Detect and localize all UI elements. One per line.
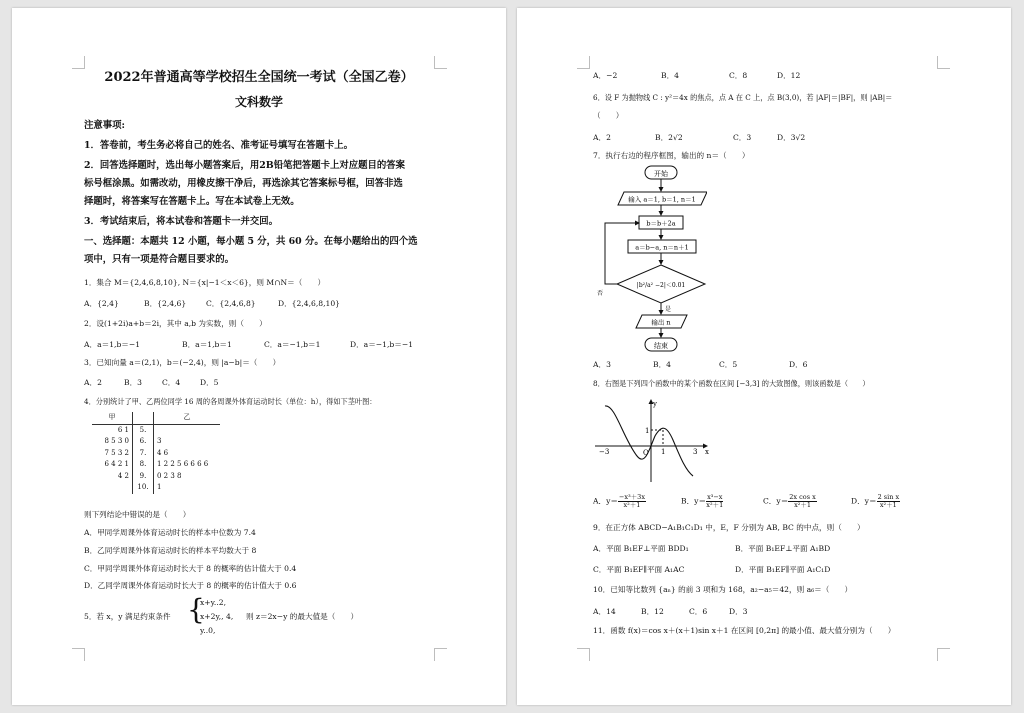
notice-heading: 注意事项: <box>84 120 125 131</box>
graph-y-label: y <box>653 400 657 408</box>
q8-option-label: D．y＝ <box>851 496 877 506</box>
exam-subtitle: 文科数学 <box>234 95 283 109</box>
table-cell: 6 4 2 1 <box>104 460 129 469</box>
q8-option-label: A．y＝ <box>593 496 618 506</box>
question-7-stem: 7．执行右边的程序框图，输出的 n＝（ ） <box>593 151 750 160</box>
program-flowchart <box>597 163 707 353</box>
question-8-stem: 8．右图是下列四个函数中的某个函数在区间 [−3,3] 的大致图像，则该函数是（ ） <box>593 379 870 388</box>
graph-origin-label: O <box>643 449 649 457</box>
q4-option-c: C．甲同学周课外体育运动时长大于 8 的概率的估计值大于 0.4 <box>84 564 297 573</box>
q10-option-c: C．6 <box>689 607 708 616</box>
q8-option-label: C．y＝ <box>763 496 789 506</box>
graph-x-label: x <box>705 448 709 456</box>
table-cell: 1 2 2 5 6 6 6 6 <box>157 460 209 469</box>
table-cell: 7 5 3 2 <box>104 448 129 457</box>
crop-mark <box>577 648 590 661</box>
graph-neg3-label: −3 <box>599 448 610 456</box>
table-cell: 4 6 <box>157 448 169 457</box>
q8-option-label: B．y＝ <box>681 496 707 506</box>
flow-input-label: 输入 a＝1, b＝1, n＝1 <box>628 195 696 204</box>
q7-option-d: D．6 <box>789 360 808 369</box>
q10-option-b: B．12 <box>641 607 664 616</box>
question-10-stem: 10．已知等比数列 {aₙ} 的前 3 项和为 168，a₂−a₅＝42，则 a₆＝（ ） <box>593 585 853 594</box>
numerator: 2x cos x <box>789 493 816 501</box>
table-row <box>92 459 220 471</box>
table-row <box>92 471 220 483</box>
fraction <box>877 494 901 509</box>
fraction <box>618 494 646 509</box>
flow-end-label: 结束 <box>654 342 668 350</box>
q5-option-b: B．4 <box>661 71 680 80</box>
flow-yes-label: 是 <box>665 306 672 313</box>
flow-step2-label: a＝b−a, n＝n＋1 <box>635 243 689 252</box>
exam-title: 2022年普通高等学校招生全国统一考试（全国乙卷） <box>104 70 414 85</box>
notice-line: 3．考试结束后，将本试卷和答题卡一并交回。 <box>84 216 279 227</box>
q9-option-c: C．平面 B₁EF∥平面 A₁AC <box>593 565 685 574</box>
q1-option-a: A．{2,4} <box>84 299 119 308</box>
q3-option-b: B．3 <box>124 378 143 387</box>
flow-no-label: 否 <box>597 290 604 297</box>
table-cell <box>92 482 133 494</box>
function-graph <box>593 396 715 486</box>
q8-option-d <box>851 494 900 509</box>
q8-option-c <box>763 494 817 509</box>
question-6-stem: 6．设 F 为抛物线 C : y²＝4x 的焦点，点 A 在 C 上，点 B(3,0)，若 |AF|＝|BF|，则 |AB|＝ <box>593 93 893 102</box>
table-row <box>92 482 220 494</box>
numerator: x³−x <box>707 493 723 501</box>
q1-option-c: C．{2,4,6,8} <box>206 299 256 308</box>
table-cell: 5. <box>133 424 154 436</box>
question-6-stem: （ ） <box>593 111 624 120</box>
q5-condition: x+2y,, 4, <box>200 612 234 621</box>
question-3-stem: 3．已知向量 a＝(2,1)，b＝(−2,4)，则 |a−b|＝（ ） <box>84 358 281 367</box>
section-heading: 项中，只有一项是符合题目要求的。 <box>84 254 235 265</box>
q5-option-d: D．12 <box>777 71 801 80</box>
section-heading: 一、选择题：本题共 12 小题，每小题 5 分，共 60 分。在每小题给出的四个选 <box>84 236 418 247</box>
crop-mark <box>577 56 590 69</box>
q2-option-b: B．a＝1,b＝1 <box>182 340 232 349</box>
q3-option-a: A．2 <box>84 378 102 387</box>
table-cell: 6 1 <box>117 425 129 434</box>
table-row <box>92 448 220 460</box>
question-5-suffix: 则 z＝2x−y 的最大值是（ ） <box>246 612 359 621</box>
q5-condition: y..0, <box>200 626 216 635</box>
q2-option-a: A．a＝1,b＝−1 <box>84 340 141 349</box>
q4-option-d: D．乙同学周课外体育运动时长大于 8 的概率的估计值大于 0.6 <box>84 581 297 590</box>
table-header: 甲 <box>92 412 133 424</box>
question-2-stem: 2．设(1+2i)a+b＝2i，其中 a,b 为实数，则（ ） <box>84 319 267 328</box>
flow-start-label: 开始 <box>654 170 668 178</box>
notice-line: 标号框涂黑。如需改动，用橡皮擦干净后，再选涂其它答案标号框，回答非选 <box>84 178 403 189</box>
flow-output-label: 输出 n <box>651 318 671 327</box>
notice-line: 2．回答选择题时，选出每小题答案后，用2B铅笔把答题卡上对应题目的答案 <box>84 160 405 171</box>
table-cell: 6. <box>133 436 154 448</box>
q9-option-b: B．平面 B₁EF⊥平面 A₁BD <box>735 544 831 553</box>
q9-option-a: A．平面 B₁EF⊥平面 BDD₁ <box>593 544 689 553</box>
table-row <box>92 436 220 448</box>
crop-mark <box>937 648 950 661</box>
crop-mark <box>434 56 447 69</box>
table-cell: 9. <box>133 471 154 483</box>
table-cell: 3 <box>157 437 162 446</box>
fraction <box>706 494 723 509</box>
stem-leaf-table <box>92 412 220 494</box>
crop-mark <box>72 648 85 661</box>
denominator: x²＋1 <box>623 501 641 509</box>
document-page-right <box>517 8 1011 705</box>
numerator: 2 sin x <box>877 493 900 501</box>
q10-option-a: A．14 <box>593 607 616 616</box>
crop-mark <box>72 56 85 69</box>
numerator: −x³＋3x <box>618 493 645 501</box>
crop-mark <box>937 56 950 69</box>
q10-option-d: D．3 <box>729 607 748 616</box>
graph-pos1-label: 1 <box>661 448 666 456</box>
table-cell: 1 <box>157 483 162 492</box>
q4-option-a: A．甲同学周课外体育运动时长的样本中位数为 7.4 <box>84 528 256 537</box>
table-cell: 7. <box>133 448 154 460</box>
q5-option-a: A．−2 <box>593 71 618 80</box>
notice-line: 1．答卷前，考生务必将自己的姓名、准考证号填写在答题卡上。 <box>84 140 354 151</box>
question-9-stem: 9．在正方体 ABCD−A₁B₁C₁D₁ 中，E，F 分别为 AB, BC 的中点，则（ ） <box>593 523 865 532</box>
q8-option-b <box>681 494 723 509</box>
q5-option-c: C．8 <box>729 71 748 80</box>
table-cell: 10. <box>133 482 154 494</box>
document-page-left <box>12 8 506 705</box>
q4-option-b: B．乙同学周课外体育运动时长的样本平均数大于 8 <box>84 546 257 555</box>
q7-option-a: A．3 <box>593 360 611 369</box>
q3-option-d: D．5 <box>200 378 219 387</box>
question-5-prefix: 5．若 x，y 满足约束条件 <box>84 612 171 621</box>
table-header: 乙 <box>154 412 221 424</box>
q6-option-d: D．3√2 <box>777 133 806 142</box>
graph-one-label: 1 <box>645 427 650 435</box>
question-4-stem: 4．分别统计了甲、乙两位同学 16 周的各周课外体育运动时长（单位：h），得如下茎叶图： <box>84 397 377 406</box>
crop-mark <box>434 648 447 661</box>
denominator: x²＋1 <box>879 501 897 509</box>
notice-line: 择题时，将答案写在答题卡上。写在本试卷上无效。 <box>84 196 300 207</box>
graph-pos3-label: 3 <box>693 448 698 456</box>
denominator: x²＋1 <box>706 501 724 509</box>
q6-option-b: B．2√2 <box>655 133 683 142</box>
function-curve <box>605 406 693 476</box>
q9-option-d: D．平面 B₁EF∥平面 A₁C₁D <box>735 565 831 574</box>
q2-option-d: D．a＝−1,b＝−1 <box>350 340 414 349</box>
q6-option-c: C．3 <box>733 133 752 142</box>
table-header <box>133 412 154 424</box>
q7-option-c: C．5 <box>719 360 738 369</box>
q7-option-b: B．4 <box>653 360 672 369</box>
q6-option-a: A．2 <box>593 133 611 142</box>
table-cell: 4 2 <box>117 471 129 480</box>
table-cell: 0 2 3 8 <box>157 471 182 480</box>
flow-condition-label: |b²/a² −2|＜0.01 <box>636 282 686 289</box>
table-cell <box>154 424 221 436</box>
question-1-stem: 1．集合 M＝{2,4,6,8,10}, N＝{x|−1＜x＜6}，则 M∩N＝（ ） <box>84 278 326 287</box>
table-cell: 8 5 3 0 <box>104 437 129 446</box>
fraction <box>788 494 817 509</box>
brace-glyph: { <box>187 593 205 626</box>
denominator: x²＋1 <box>794 501 811 509</box>
q3-option-c: C．4 <box>162 378 181 387</box>
flow-step1-label: b＝b＋2a <box>646 219 676 228</box>
q2-option-c: C．a＝−1,b＝1 <box>264 340 321 349</box>
question-11-stem: 11．函数 f(x)＝cos x＋(x＋1)sin x＋1 在区间 [0,2π] 的最小值、最大值分别为（ ） <box>593 626 896 635</box>
table-cell: 8. <box>133 459 154 471</box>
question-4-followup: 则下列结论中错误的是（ ） <box>84 510 191 519</box>
table-row <box>92 424 220 436</box>
q8-option-a <box>593 494 646 509</box>
q1-option-d: D．{2,4,6,8,10} <box>278 299 340 308</box>
q5-condition: x+y..2, <box>200 598 226 607</box>
q1-option-b: B．{2,4,6} <box>144 299 187 308</box>
